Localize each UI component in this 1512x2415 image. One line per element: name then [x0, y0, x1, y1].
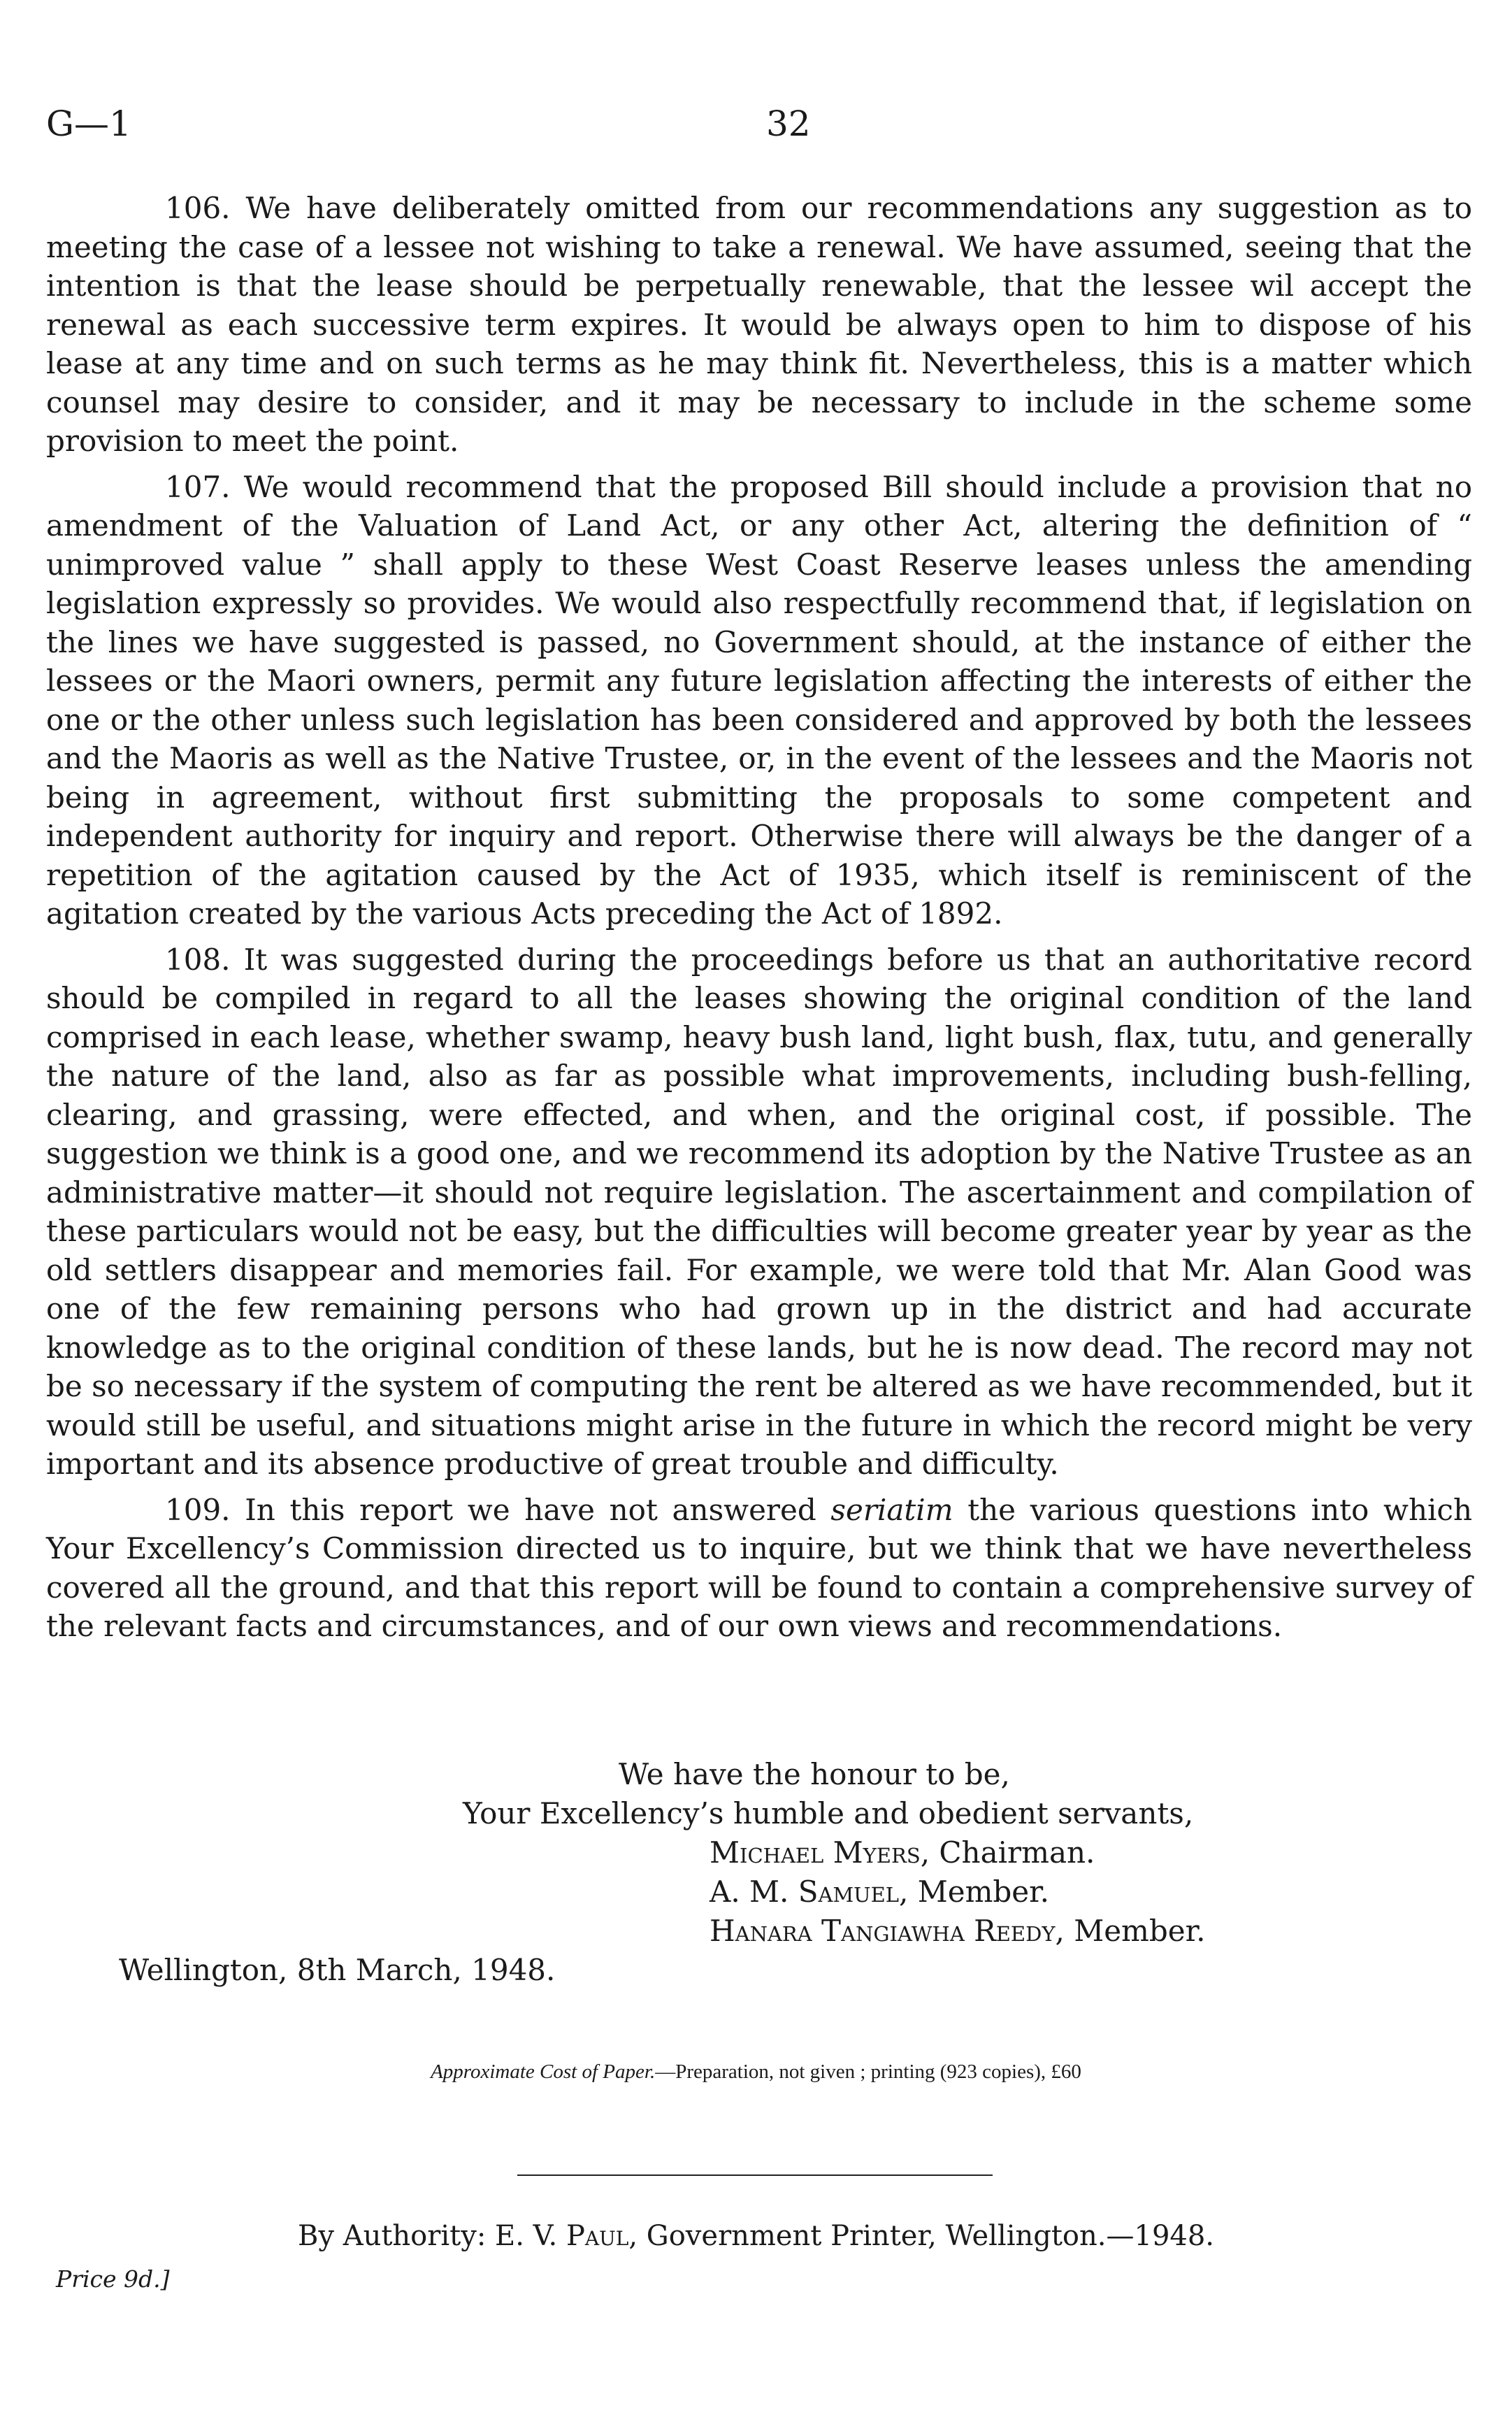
signatory-role: , Chairman. — [920, 1835, 1095, 1870]
paragraph-text: We would recommend that the proposed Bill should include a provision that no amendment of the Valuation of Land Act, or any other Act, altering the definition of “ unimproved value ” shall apply to these West Coast Reserve leases unless the amending legislation expressly so provides. We would also respectfully recommend that, if legislation on the lines we have suggested is passed, no Government should, at the instance of either the lessees or the Maori owners, permit any future legislation affecting the interests of either the one or the other unless such legislation has been considered and approved by both the lessees and the Maoris as well as the Native Trustee, or, in the event of the lessees and the Maoris not being in agreement, without first submitting the proposals to some competent and independent authority for inquiry and report. Otherwise there will always be the danger of a repetition of the agitation caused by the Act of 1935, which itself is reminiscent of the agitation created by the various Acts preceding the Act of 1892. — [46, 469, 1472, 931]
divider — [517, 2174, 993, 2176]
paragraph-number: 108. — [165, 942, 231, 977]
closing-honour: We have the honour to be, — [619, 1757, 1010, 1791]
price: Price 9d.] — [56, 2265, 170, 2293]
paragraph-text: It was suggested during the proceedings before us that an authoritative record should be compiled in regard to all the leases showing the original condition of the land comprised in each lease, whether swamp, heavy bush land, light bush, flax, tutu, and generally the nature of the land, also as far as possible what improvements, including bush-felling, clearing, and grassing, were effected, and when, and the original cost, if possible. The suggestion we think is a good one, and we recommend its adoption by the Native Trustee as an administrative matter—it should not require legislation. The ascertainment and compilation of these particulars would not be easy, but the difficulties will become greater year by year as the old settlers disappear and memories fail. For example, we were told that Mr. Alan Good was one of the few remaining persons who had grown up in the district and had accurate knowledge as to the original condition of these lands, but he is now dead. The record may not be so necessary if the system of computing the rent be altered as we have recommended, but it would still be useful, and situations might arise in the future in which the record might be very important and its absence productive of great trouble and difficulty. — [46, 942, 1472, 1481]
paragraph-107 — [46, 468, 1472, 933]
paragraph-number: 109. — [165, 1492, 231, 1527]
paragraph-text: the various questions into which Your Excellency’s Commission directed us to inquire, but we think that we have nevertheless covered all the ground, and that this report will be found to contain a comprehensive survey of the relevant facts and circumstances, and of our own views and recommendations. — [46, 1492, 1472, 1643]
paragraph-text: In this report we have not answered — [245, 1492, 831, 1527]
signatory-role: , Member. — [1055, 1914, 1206, 1948]
cost-note-label: Approximate Cost of Paper. — [431, 2061, 656, 2083]
cost-note — [0, 2061, 1512, 2084]
page-header — [46, 103, 1472, 145]
paragraph-108 — [46, 940, 1472, 1484]
document-reference: G—1 — [46, 103, 131, 144]
signatory-chairman — [710, 1833, 1095, 1872]
signatory-name: A. M. Samuel — [710, 1875, 900, 1909]
authority-suffix: , Government Printer, Wellington.—1948. — [628, 2220, 1215, 2252]
authority-prefix: By Authority: E. V. — [297, 2220, 566, 2252]
signatory-member-2 — [710, 1912, 1205, 1951]
paragraph-number: 106. — [165, 191, 231, 225]
signatory-name: Hanara Tangiawha Reedy — [710, 1914, 1056, 1948]
paragraph-emphasis: seriatim — [830, 1492, 953, 1527]
cost-note-text: —Preparation, not given ; printing (923 copies), £60 — [655, 2061, 1081, 2083]
closing-servants: Your Excellency’s humble and obedient servants, — [463, 1796, 1194, 1830]
paragraph-number: 107. — [165, 469, 231, 504]
signatory-member-1 — [710, 1872, 1049, 1912]
signatory-role: , Member. — [899, 1875, 1049, 1909]
page-number: 32 — [766, 103, 811, 144]
paragraph-text: We have deliberately omitted from our recommendations any suggestion as to meeting the case of a lessee not wishing to take a renewal. We have assumed, seeing that the intention is that the lease should be perpetually renewable, that the lessee wil accept the renewal as each successive term expires. It would be always open to him to dispose of his lease at any time and on such terms as he may think fit. Nevertheless, this is a matter which counsel may desire to consider, and it may be necessary to include in the scheme some provision to meet the point. — [46, 191, 1472, 458]
paragraph-109 — [46, 1491, 1472, 1646]
signatory-name: Michael Myers — [710, 1835, 921, 1870]
report-body — [46, 189, 1472, 1653]
printer-name: Paul — [566, 2220, 629, 2252]
place-date: Wellington, 8th March, 1948. — [119, 1953, 556, 1987]
paragraph-106 — [46, 189, 1472, 461]
printer-authority — [0, 2220, 1512, 2252]
